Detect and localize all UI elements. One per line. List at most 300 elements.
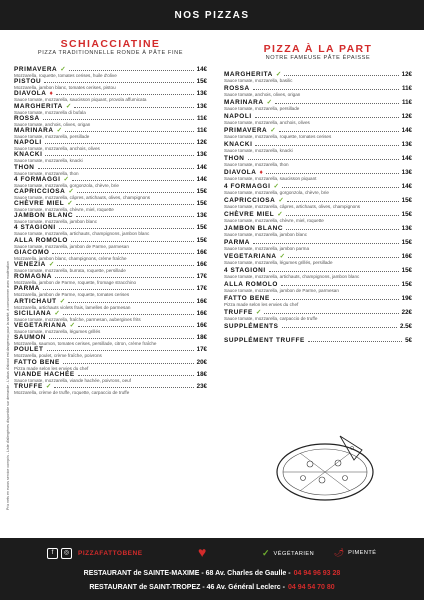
menu-item-row — [224, 267, 412, 274]
dotted-leader — [69, 70, 194, 71]
menu-item-name: FATTO BENE — [224, 295, 270, 302]
dotted-leader — [47, 350, 194, 351]
leaf-check-icon: ✓ — [54, 309, 60, 317]
menu-item — [224, 71, 412, 85]
menu-item-description: Sauce tomate, anchois, olives, origan — [224, 92, 301, 97]
menu-item-name: DIAVOLA — [14, 90, 47, 98]
legend-vegetarian-label: VÉGÉTARIEN — [273, 550, 315, 557]
menu-item-name: MARINARA — [224, 99, 264, 106]
menu-item-description: Sauce tomate, mozzarella, thon — [224, 162, 289, 167]
menu-item-description: Sauce tomate, mozzarella, jambon blanc — [14, 219, 97, 225]
page-title: NOS PIZZAS — [174, 9, 250, 21]
menu-item-name: VENEZIA — [14, 261, 46, 268]
menu-item-name: ALLA ROMOLO — [14, 236, 68, 244]
menu-item — [224, 155, 412, 169]
dotted-leader — [56, 94, 194, 95]
menu-item-description: Mozzarella, saumon, tomates cerises, persillade, citron, crème fraîche — [14, 341, 157, 347]
dotted-leader — [288, 257, 399, 258]
menu-item-row — [14, 200, 207, 207]
menu-item — [14, 78, 207, 90]
phone-saint-tropez[interactable]: 04 94 54 70 80 — [287, 584, 335, 591]
menu-item-description: Sauce tomate, mozzarella, fraîche, parmesan, aubergines frits — [14, 316, 141, 322]
leaf-check-icon: ✓ — [67, 200, 73, 208]
menu-item-row — [14, 151, 207, 158]
legend-spicy — [334, 548, 377, 557]
menu-item-row — [14, 90, 207, 97]
menu-item-description: Sauce tomate, mozzarella, basilic — [224, 78, 293, 83]
menu-item-description: Sauce tomate, mozzarella, jambon de Parme, parmesan — [14, 243, 129, 249]
menu-item-description: Sauce tomate, mozzarella, anchois, olives — [224, 120, 310, 125]
menu-item-description: Mozzarella, jambon blanc, champignons, crème fraîche — [14, 255, 127, 261]
legend-spicy-label: PIMENTÉ — [348, 549, 377, 556]
pizza-a-la-part-section — [224, 38, 412, 351]
menu-item — [14, 237, 207, 249]
leaf-check-icon: ✓ — [279, 253, 286, 260]
leaf-check-icon: ✓ — [255, 309, 262, 316]
dotted-leader — [38, 168, 194, 169]
menu-item-name: JAMBON BLANC — [224, 225, 284, 232]
menu-item-price: 14€ — [401, 127, 412, 134]
section-title-schiacciatine: SCHIACCIATINE — [60, 38, 161, 50]
menu-item-name: TRUFFE — [224, 309, 253, 316]
menu-item-price: 11€ — [197, 126, 207, 134]
leaf-check-icon: ✓ — [45, 382, 52, 390]
menu-item-name: ROMAGNA — [14, 273, 52, 281]
menu-item-name: KNACKI — [224, 141, 253, 148]
menu-item-row — [224, 295, 412, 302]
menu-item-description: Mozzarella, artichauts violets frais, lamelles de parmesan — [14, 304, 131, 310]
dotted-leader — [54, 387, 193, 388]
menu-item-price: 16€ — [196, 309, 207, 317]
menu-item-description: Sauce tomate, mozzarella, jambon blanc — [224, 232, 307, 237]
menu-item-row — [14, 285, 207, 292]
menu-item-row — [14, 164, 207, 171]
menu-item-name: CAPRICCIOSA — [14, 187, 66, 195]
dotted-leader — [49, 338, 194, 339]
menu-item — [14, 298, 207, 310]
menu-item-description: Mozzarella, roquette, tomates cerises, huile d'olive — [14, 73, 117, 78]
menu-item — [224, 141, 412, 155]
menu-item-price: 16€ — [196, 261, 207, 268]
dotted-leader — [65, 131, 194, 132]
dotted-leader — [255, 145, 398, 146]
menu-item-price: 14€ — [401, 183, 412, 190]
menu-item — [14, 103, 207, 115]
address-sainte-maxime-label: RESTAURANT de SAINTE-MAXIME - 68 Av. Charles de Gaulle - — [83, 570, 291, 577]
menu-item — [14, 359, 207, 371]
menu-item-price: 23€ — [196, 382, 207, 390]
menu-item — [224, 85, 412, 99]
leaf-check-icon: ✓ — [65, 102, 72, 110]
dotted-leader — [279, 131, 399, 132]
chili-pepper-icon: ♦ — [259, 169, 263, 176]
menu-item-description: Sauce tomate, mozzarella, anchois, olives — [14, 146, 100, 152]
dotted-leader — [255, 117, 399, 118]
leaf-check-icon: ✓ — [278, 197, 284, 204]
menu-item-row — [224, 197, 412, 204]
dotted-leader — [57, 265, 193, 266]
menu-item-price: 18€ — [196, 370, 207, 378]
menu-item-price: 15€ — [401, 239, 412, 246]
menu-item — [14, 334, 207, 346]
menu-item — [14, 212, 207, 224]
menu-item — [224, 211, 412, 225]
leaf-check-icon: ✓ — [63, 175, 69, 183]
menu-item-name: DIAVOLA — [224, 169, 257, 176]
menu-item-name: JAMBON BLANC — [14, 212, 74, 220]
menu-item-row — [14, 334, 207, 341]
menu-item-price: 20€ — [196, 358, 207, 366]
leaf-check-icon: ✓ — [59, 297, 66, 305]
menu-item-description: Sauce tomate, mozzarella, artichauts, champignons, jambon blanc — [224, 274, 360, 279]
menu-item-name: NAPOLI — [224, 113, 252, 120]
menu-item-row — [224, 99, 412, 106]
menu-item-price: 13€ — [196, 212, 207, 220]
menu-item-description: Sauce tomate, mozzarella, roquette, tomates cerises — [224, 134, 332, 139]
menu-item-name: PRIMAVERA — [14, 66, 58, 73]
menu-item-row — [224, 85, 412, 92]
menu-item-description: Sauce tomate, mozzarella, câpres, artichauts, olives, champignons — [14, 194, 151, 200]
menu-item-description: Sauce tomate, mozzarella, saucisson piquant, provola affumicata — [14, 97, 147, 103]
menu-item — [14, 249, 207, 261]
menu-item-name: SUPPLÉMENT TRUFFE — [224, 337, 305, 344]
menu-item-row — [14, 298, 207, 305]
menu-item — [14, 310, 207, 322]
menu-item-row — [224, 253, 412, 260]
dotted-leader — [74, 107, 193, 108]
menu-item-description: Sauce tomate, mozzarella, légumes grillés, persillade — [224, 260, 333, 265]
menu-item-row — [14, 66, 207, 73]
menu-item-row — [14, 371, 207, 378]
menu-item-price: 16€ — [401, 253, 412, 260]
menu-item-row — [224, 141, 412, 148]
menu-item — [14, 139, 207, 151]
menu-item-name: VEGETARIANA — [14, 321, 67, 329]
menu-item-price: 13€ — [401, 169, 412, 176]
menu-item-row — [224, 127, 412, 134]
menu-item-row — [224, 239, 412, 246]
menu-item-price: 14€ — [196, 175, 207, 183]
menu-item-description: Sauce tomate, mozzarella di bufala — [14, 109, 86, 115]
instagram-icon[interactable]: ◎ — [61, 548, 72, 559]
menu-item — [14, 200, 207, 212]
menu-item-row — [14, 78, 207, 85]
menu-item — [224, 183, 412, 197]
menu-item-description: Sauce tomate, mozzarella, jambon de Parme, parmesan — [224, 288, 339, 293]
dotted-leader — [59, 228, 194, 229]
menu-item-row — [224, 337, 412, 344]
menu-item — [14, 115, 207, 127]
dotted-leader — [269, 271, 399, 272]
menu-item-row — [14, 127, 207, 134]
menu-item-price: 14€ — [196, 163, 207, 171]
menu-item-row — [14, 176, 207, 183]
leaf-check-icon: ✓ — [270, 127, 276, 134]
schiacciatine-menu-list — [14, 66, 207, 395]
menu-item-name: MARGHERITA — [224, 71, 273, 78]
menu-item — [224, 169, 412, 183]
dotted-leader — [273, 299, 399, 300]
menu-item-price: 15€ — [196, 200, 207, 208]
dotted-leader — [55, 277, 194, 278]
menu-item — [224, 295, 412, 309]
menu-item-price: 12€ — [401, 71, 412, 78]
menu-item-price: 15€ — [196, 236, 207, 244]
menu-item-price: 2.5€ — [399, 323, 412, 330]
dotted-leader — [286, 229, 399, 230]
menu-item-name: ARTICHAUT — [14, 297, 57, 305]
dotted-leader — [76, 204, 194, 205]
menu-item-row — [14, 322, 207, 329]
menu-item-row — [14, 237, 207, 244]
menu-item-name: ALLA ROMOLO — [224, 281, 278, 288]
menu-item-name: TRUFFE — [14, 382, 43, 390]
menu-item-row — [224, 211, 412, 218]
menu-item-description: Pizza made selon les envies du chef — [14, 365, 89, 371]
menu-item-row — [224, 169, 412, 176]
dotted-leader — [68, 302, 194, 303]
leaf-check-icon: ✓ — [275, 71, 282, 78]
leaf-check-icon: ✓ — [60, 66, 66, 73]
menu-item-description: Mozzarella, poulet, crème fraîche, poivrons — [14, 353, 102, 359]
menu-item-price: 13€ — [401, 141, 412, 148]
menu-item — [224, 113, 412, 127]
menu-item-price: 13€ — [196, 90, 207, 98]
menu-item-description: Mozzarella, jambon de Parme, roquette, fromage stracchino — [14, 280, 137, 286]
menu-item-description: Sauce tomate, mozzarella, chèvre, miel, roquette — [14, 207, 114, 213]
menu-item-description: Mozzarella, jambon de Parme, roquette, tomates cerises — [14, 292, 130, 298]
dotted-leader — [45, 143, 194, 144]
menu-item-row — [224, 71, 412, 78]
menu-item-row — [224, 155, 412, 162]
menu-item — [224, 225, 412, 239]
menu-item-price: 22€ — [401, 309, 412, 316]
menu-item-price: 14€ — [401, 155, 412, 162]
leaf-check-icon: ✓ — [262, 548, 270, 558]
menu-item-name: FATTO BENE — [14, 358, 60, 366]
menu-item-price: 17€ — [196, 346, 207, 354]
facebook-icon[interactable]: f — [47, 548, 58, 559]
menu-item-name: SUPPLÉMENTS — [224, 323, 279, 330]
menu-item-name: NAPOLI — [14, 139, 42, 147]
menu-item-description: Sauce tomate, mozzarella, gorgonzola, chèvre, brie — [224, 190, 329, 195]
menu-item — [14, 188, 207, 200]
menu-item-price: 18€ — [196, 334, 207, 342]
dotted-leader — [282, 187, 399, 188]
legal-side-note — [2, 261, 10, 510]
dotted-leader — [63, 363, 194, 364]
menu-item-row — [14, 115, 207, 122]
menu-item-name: PARMA — [224, 239, 250, 246]
menu-item-price: 12€ — [401, 113, 412, 120]
menu-item — [14, 285, 207, 297]
menu-item — [224, 99, 412, 113]
menu-item-price: 14€ — [196, 66, 207, 73]
menu-item-row — [14, 249, 207, 256]
menu-item-price: 15€ — [401, 197, 412, 204]
dotted-leader — [275, 103, 399, 104]
menu-item-row — [224, 225, 412, 232]
dotted-leader — [282, 327, 397, 328]
leaf-check-icon: ✓ — [266, 99, 273, 106]
dotted-leader — [52, 253, 193, 254]
menu-item-description: Sauce tomate, mozzarella, légumes grillés — [14, 328, 101, 334]
footer-bar — [0, 538, 424, 600]
menu-item-name: GIACOMO — [14, 248, 50, 256]
menu-item-description: Sauce tomate, mozzarella, artichauts, champignons, jambon blanc — [14, 231, 150, 237]
menu-item — [224, 337, 412, 351]
menu-item-price: 12€ — [196, 139, 207, 147]
menu-item — [14, 90, 207, 102]
menu-item-name: ROSSA — [14, 114, 40, 122]
section-subtitle-schiacciatine: PIZZA TRADITIONNELLE RONDE À PÂTE FINE — [37, 50, 184, 56]
menu-item-name: THON — [224, 155, 245, 162]
menu-item-name: SAUMON — [14, 334, 47, 342]
menu-item-description: Sauce tomate, mozzarella, chèvre, miel, roquette — [224, 218, 324, 223]
menu-item-description: Sauce tomate, mozzarella, saucisson piquant — [224, 176, 317, 181]
menu-item-row — [224, 281, 412, 288]
dotted-leader — [264, 313, 398, 314]
menu-item-price: 15€ — [401, 267, 412, 274]
menu-item-description: Mozzarella, crème de truffe, roquette, carpaccio de truffe — [14, 389, 130, 395]
menu-item-row — [14, 359, 207, 366]
footer-top-row — [0, 544, 424, 564]
menu-item-description: Sauce tomate, mozzarella, knacki — [224, 148, 293, 153]
menu-item-price: 17€ — [196, 273, 207, 281]
menu-item-name: PARMA — [14, 285, 40, 293]
phone-sainte-maxime[interactable]: 04 94 96 93 28 — [293, 570, 341, 577]
leaf-check-icon: ✓ — [68, 187, 74, 195]
chili-pepper-icon: 🌶 — [334, 548, 345, 557]
menu-item-price: 13€ — [196, 102, 207, 110]
menu-item-price: 11€ — [402, 99, 412, 106]
menu-item — [224, 323, 412, 337]
social-links — [47, 548, 143, 559]
menu-item-description: Sauce tomate, mozzarella, viande hachée, poivrons, oeuf — [14, 377, 131, 383]
dotted-leader — [71, 241, 194, 242]
menu-item-name: 4 STAGIONI — [14, 224, 56, 232]
menu-item-name: KNACKI — [14, 151, 43, 159]
menu-item-name: CHÈVRE MIEL — [224, 211, 275, 218]
menu-item — [14, 346, 207, 358]
dotted-leader — [287, 201, 399, 202]
chili-pepper-icon: ♦ — [49, 90, 53, 98]
menu-item-price: 15€ — [196, 78, 207, 86]
menu-item-row — [14, 346, 207, 353]
menu-item — [224, 281, 412, 295]
dotted-leader — [78, 326, 194, 327]
menu-item-name: 4 FORMAGGI — [14, 175, 61, 183]
dotted-leader — [253, 243, 399, 244]
menu-item-price: 19€ — [401, 295, 412, 302]
dotted-leader — [76, 216, 194, 217]
menu-item-name: MARGHERITA — [14, 102, 63, 110]
address-sainte-maxime — [0, 570, 424, 577]
menu-item-name: VIANDE HACHÉE — [14, 370, 75, 378]
menu-item-description: Sauce tomate, mozzarella, burrata, roquette, persillade — [14, 268, 126, 273]
heart-icon: ♥ — [198, 544, 207, 560]
schiacciatine-section — [14, 38, 207, 395]
dotted-leader — [72, 180, 194, 181]
section-title-a-la-part: PIZZA À LA PART — [263, 43, 373, 55]
menu-item — [14, 322, 207, 334]
menu-item — [14, 66, 207, 78]
menu-item — [14, 224, 207, 236]
menu-item-description: Sauce tomate, mozzarella, jambon parma — [224, 246, 310, 251]
dotted-leader — [253, 89, 399, 90]
menu-item-price: 16€ — [196, 321, 207, 329]
menu-item-price: 15€ — [401, 211, 412, 218]
dotted-leader — [43, 289, 194, 290]
menu-item-row — [14, 139, 207, 146]
menu-item-price: 5€ — [405, 337, 412, 344]
menu-item-name: 4 STAGIONI — [224, 267, 266, 274]
menu-item — [224, 267, 412, 281]
menu-item — [224, 239, 412, 253]
menu-item-description: Mozzarella, jambon blanc, tomates cerises, pistou — [14, 85, 116, 91]
social-handle[interactable]: PIZZAFATTOBENE — [78, 550, 143, 557]
menu-item — [224, 253, 412, 267]
menu-item — [14, 127, 207, 139]
menu-header-bar — [0, 0, 424, 30]
menu-item-name: 4 FORMAGGI — [224, 183, 271, 190]
menu-item-description: Sauce tomate, mozzarella, carpaccio de truffe — [224, 316, 318, 321]
dotted-leader — [77, 192, 194, 193]
menu-item-description: Sauce tomate, anchois, olives, origan — [14, 121, 91, 127]
menu-item-description: Sauce tomate, mozzarella, knacki — [14, 158, 83, 164]
menu-item — [14, 383, 207, 395]
menu-item-row — [14, 261, 207, 268]
a-la-part-menu-list — [224, 71, 412, 351]
leaf-check-icon: ✓ — [69, 321, 76, 329]
menu-item-price: 15€ — [196, 224, 207, 232]
address-saint-tropez — [0, 584, 424, 591]
menu-item-description: Sauce tomate, mozzarella, persillade — [14, 133, 90, 139]
dotted-leader — [286, 215, 399, 216]
menu-item-description: Sauce tomate, mozzarella, persillade — [224, 106, 300, 111]
menu-item — [224, 197, 412, 211]
menu-item — [224, 309, 412, 323]
dotted-leader — [43, 119, 194, 120]
dotted-leader — [248, 159, 399, 160]
menu-item-price: 11€ — [402, 85, 412, 92]
menu-item — [224, 127, 412, 141]
dotted-leader — [284, 75, 398, 76]
legal-note-text: Prix nets en euros service compris - Liste d'allergènes disponible sur demande - L'abus d'alcool est dangereux pour la santé, à consommer avec modération — [6, 261, 10, 510]
menu-item-description: Pizza made selon les envies du chef — [224, 302, 299, 307]
menu-item — [14, 261, 207, 273]
menu-item — [14, 176, 207, 188]
menu-item-row — [224, 113, 412, 120]
menu-item-name: THON — [14, 163, 35, 171]
menu-item-row — [14, 103, 207, 110]
dotted-leader — [281, 285, 399, 286]
menu-item — [14, 371, 207, 383]
menu-item-row — [14, 383, 207, 390]
leaf-check-icon: ✓ — [56, 126, 63, 134]
menu-item-name: POULET — [14, 346, 44, 354]
menu-item-price: 15€ — [196, 187, 207, 195]
menu-item-name: PRIMAVERA — [224, 127, 268, 134]
dotted-leader — [78, 375, 194, 376]
menu-item-name: ROSSA — [224, 85, 250, 92]
menu-item-price: 16€ — [196, 297, 207, 305]
pizza-illustration — [270, 430, 380, 510]
menu-item-row — [14, 273, 207, 280]
address-saint-tropez-label: RESTAURANT de SAINT-TROPEZ - 46 Av. Général Leclerc - — [89, 584, 285, 591]
menu-item-row — [224, 323, 412, 330]
menu-item-row — [14, 310, 207, 317]
